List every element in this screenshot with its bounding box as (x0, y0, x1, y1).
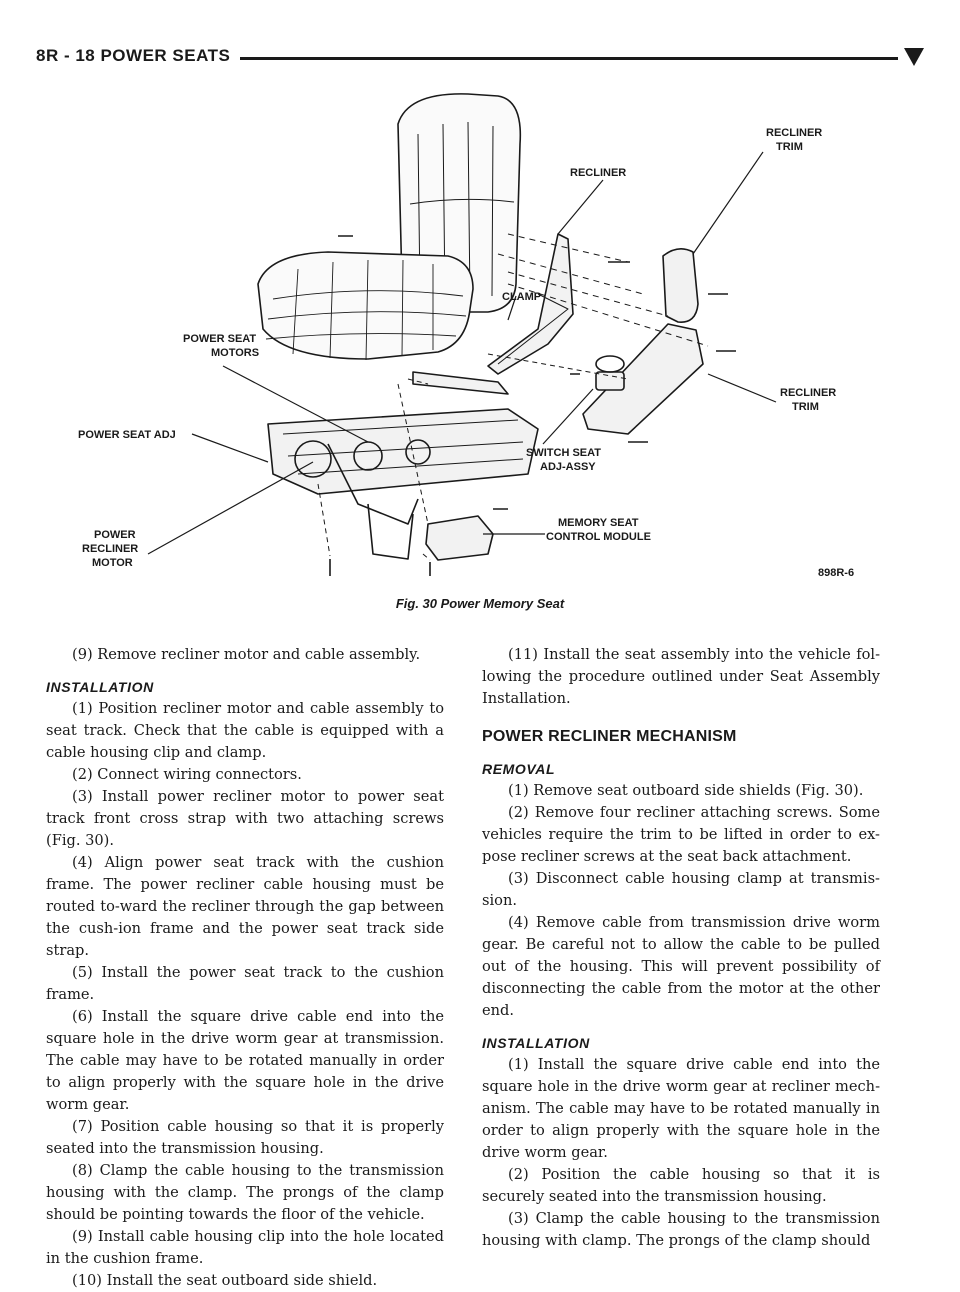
right-installation-step: (3) Clamp the cable housing to the transmission housing with clamp. The prongs of the clamp should (482, 1210, 880, 1249)
left-installation-step: (3) Install power recliner motor to power seat track front cross strap with two attaching screws (Fig. 30). (46, 788, 444, 849)
left-step-9: (9) Remove recliner motor and cable assembly. (72, 646, 421, 663)
removal-step: (3) Disconnect cable housing clamp at transmis-sion. (482, 870, 880, 909)
label-memory-seat-2: CONTROL MODULE (546, 531, 651, 543)
removal-step: (1) Remove seat outboard side shields (Fig. 30). (508, 782, 864, 799)
label-clamp: CLAMP (502, 291, 542, 303)
label-power-recliner-motor-2: RECLINER (82, 543, 139, 555)
left-column (46, 644, 444, 1292)
label-recliner: RECLINER (570, 167, 627, 179)
left-installation-step: (10) Install the seat outboard side shield. (72, 1272, 378, 1289)
left-installation-step: (1) Position recliner motor and cable assembly to seat track. Check that the cable is equipped with a cable housing clip and clamp. (46, 700, 444, 761)
right-installation-step: (1) Install the square drive cable end into the square hole in the drive worm gear at recliner mech-anism. The cable may have to be rotated manually in order to align properly with the square hole in the drive worm gear. (482, 1056, 880, 1161)
removal-step: (4) Remove cable from transmission drive worm gear. Be careful not to allow the cable to be pulled out of the housing. This will prevent possibility of disconnecting the cable from the motor at the other end. (482, 914, 880, 1019)
page-header-title: 8R - 18 POWER SEATS (36, 46, 240, 66)
section-title: POWER RECLINER MECHANISM (482, 728, 737, 745)
label-switch-seat-1: SWITCH SEAT (526, 447, 601, 459)
removal-step: (2) Remove four recliner attaching screws. Some vehicles require the trim to be lifted in order to ex-pose recliner screws at the seat back attachment. (482, 804, 880, 865)
label-power-seat-motors-2: MOTORS (211, 347, 260, 359)
right-step-11: (11) Install the seat assembly into the vehicle fol-lowing the procedure outlined under Seat Assembly Installation. (482, 646, 880, 707)
seat-illustration (258, 94, 736, 576)
label-power-recliner-motor-1: POWER (94, 529, 136, 541)
label-recliner-trim-top-2: TRIM (776, 141, 803, 153)
figure-code: 898R-6 (818, 567, 855, 579)
left-installation-step: (5) Install the power seat track to the cushion frame. (46, 964, 444, 1003)
right-installation-heading: INSTALLATION (482, 1035, 590, 1051)
label-recliner-trim-right-2: TRIM (792, 401, 819, 413)
left-installation-step: (4) Align power seat track with the cushion frame. The power recliner cable housing must be routed to-ward the recliner through the gap between the cush-ion frame and the power seat track side strap. (46, 854, 444, 959)
label-recliner-trim-top-1: RECLINER (766, 127, 823, 139)
power-memory-seat-figure (68, 84, 904, 590)
label-switch-seat-2: ADJ-ASSY (540, 461, 596, 473)
left-installation-step: (7) Position cable housing so that it is properly seated into the transmission housing. (46, 1118, 444, 1157)
right-column (482, 644, 880, 1252)
down-triangle-icon (904, 48, 924, 66)
left-installation-heading: INSTALLATION (46, 679, 154, 695)
left-installation-step: (6) Install the square drive cable end into the square hole in the drive worm gear at transmission. The cable may have to be rotated manually in order to align properly with the square hole in the drive worm gear. (46, 1008, 444, 1113)
page-header (36, 44, 924, 74)
left-installation-step: (9) Install cable housing clip into the hole located in the cushion frame. (46, 1228, 444, 1267)
right-installation-step: (2) Position the cable housing so that it is securely seated into the transmission housing. (482, 1166, 880, 1205)
left-installation-step: (2) Connect wiring connectors. (72, 766, 302, 783)
left-installation-step: (8) Clamp the cable housing to the transmission housing with the clamp. The prongs of the clamp should be pointing towards the floor of the vehicle. (46, 1162, 444, 1223)
removal-heading: REMOVAL (482, 761, 556, 777)
figure-caption: Fig. 30 Power Memory Seat (395, 596, 565, 611)
label-power-recliner-motor-3: MOTOR (92, 557, 133, 569)
label-memory-seat-1: MEMORY SEAT (558, 517, 639, 529)
label-recliner-trim-right-1: RECLINER (780, 387, 837, 399)
label-power-seat-motors-1: POWER SEAT (183, 333, 257, 345)
label-power-seat-adj: POWER SEAT ADJ (78, 429, 176, 441)
